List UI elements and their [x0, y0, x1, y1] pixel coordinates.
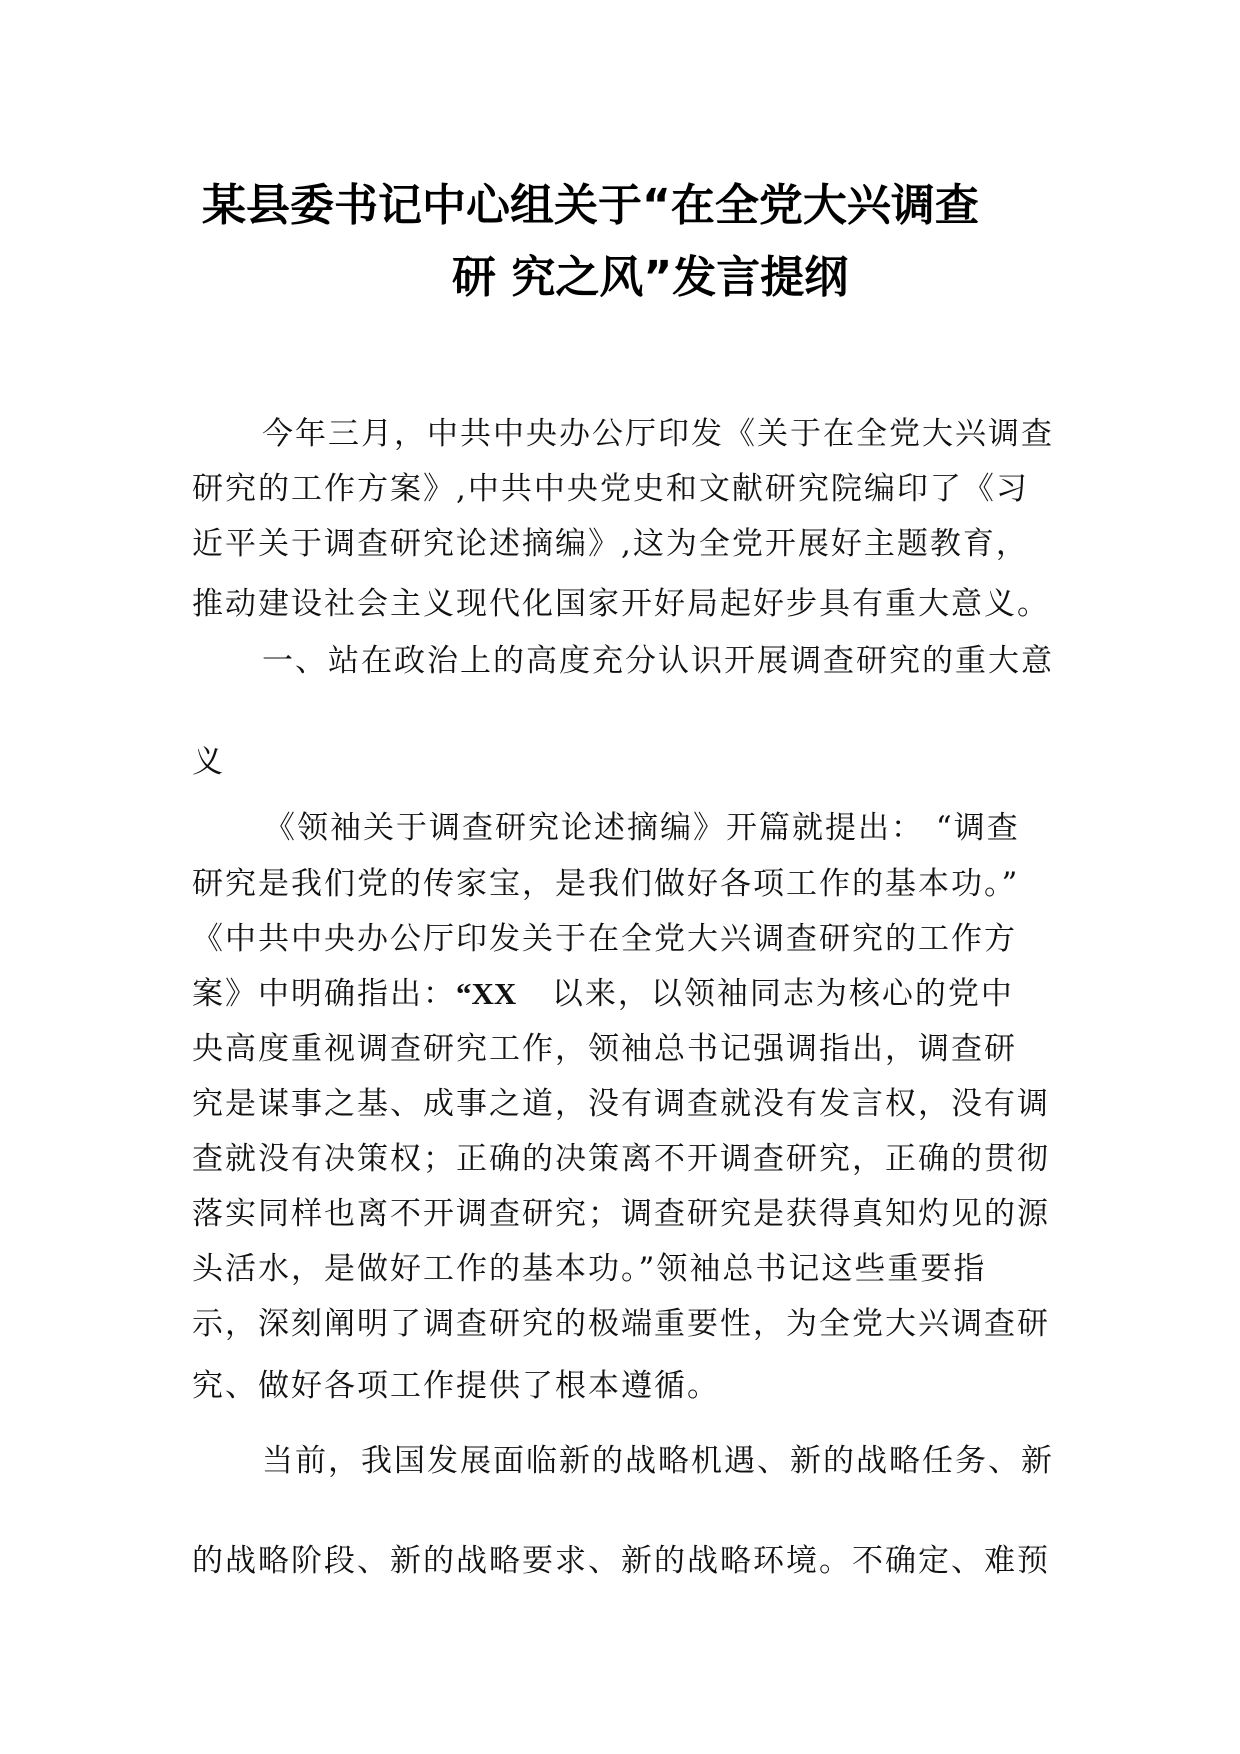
paragraph-line: 示，深刻阐明了调查研究的极端重要性，为全党大兴调查研 — [192, 1306, 1050, 1342]
document-title-line-1: 某县委书记中心组关于“在全党大兴调查 — [202, 180, 979, 231]
paragraph-line: 当前，我国发展面临新的战略机遇、新的战略任务、新 — [262, 1443, 1054, 1479]
paragraph-line: 《中共中央办公厅印发关于在全党大兴调查研究的工作方 — [192, 921, 1017, 957]
paragraph-line: 查就没有决策权；正确的决策离不开调查研究，正确的贯彻 — [192, 1141, 1050, 1177]
paragraph-line: 的战略阶段、新的战略要求、新的战略环境。不确定、难预 — [192, 1543, 1050, 1579]
paragraph-line: 推动建设社会主义现代化国家开好局起好步具有重大意义。 — [192, 586, 1050, 622]
placeholder-xx: “XX — [456, 976, 517, 1011]
paragraph-line: 央高度重视调查研究工作，领袖总书记强调指出，调查研 — [192, 1031, 1017, 1067]
paragraph-line: 头活水，是做好工作的基本功。”领袖总书记这些重要指 — [192, 1251, 987, 1287]
paragraph-line — [192, 974, 1062, 1014]
paragraph-line: 究、做好各项工作提供了根本遵循。 — [192, 1368, 720, 1404]
paragraph-text: 案》中明确指出： — [192, 976, 456, 1012]
paragraph-line: 《领袖关于调查研究论述摘编》开篇就提出： “调查 — [264, 810, 1020, 846]
section-heading-line: 一、站在政治上的高度充分认识开展调查研究的重大意 — [262, 643, 1054, 679]
paragraph-line: 研究的工作方案》,中共中央党史和文献研究院编印了《习 — [192, 471, 1029, 507]
paragraph-text: 以来，以领袖同志为核心的党中 — [551, 976, 1014, 1012]
paragraph-line: 究是谋事之基、成事之道，没有调查就没有发言权，没有调 — [192, 1086, 1050, 1122]
paragraph-line: 今年三月，中共中央办公厅印发《关于在全党大兴调查 — [262, 416, 1054, 452]
document-title-line-2: 研 究之风”发言提纲 — [452, 252, 849, 303]
paragraph-line: 落实同样也离不开调查研究；调查研究是获得真知灼见的源 — [192, 1196, 1050, 1232]
paragraph-line: 研究是我们党的传家宝，是我们做好各项工作的基本功。” — [192, 866, 1020, 902]
section-heading-line: 义 — [192, 744, 225, 780]
paragraph-line: 近平关于调查研究论述摘编》,这为全党开展好主题教育， — [192, 526, 1029, 562]
